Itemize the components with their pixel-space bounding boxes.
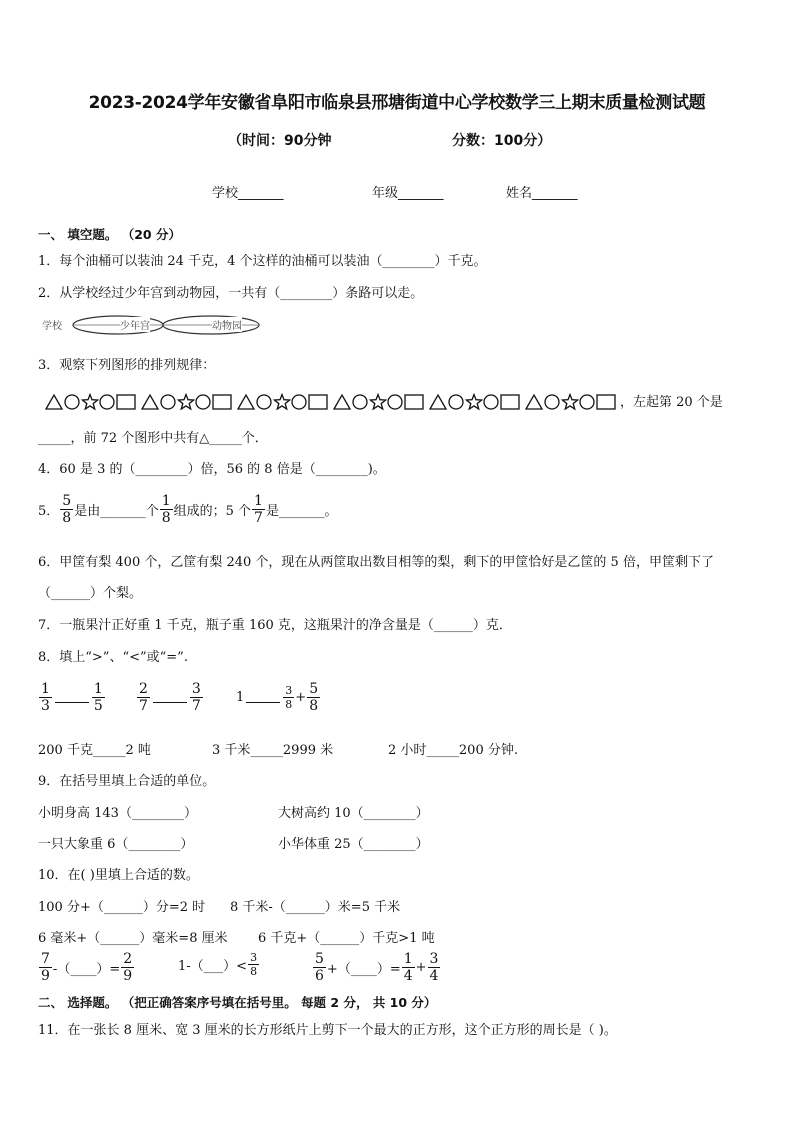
star-shape — [562, 395, 577, 410]
fraction: $\frac{5}{6}$ — [315, 951, 324, 984]
route-diagram — [38, 310, 268, 340]
square-shape — [213, 395, 231, 409]
q5-text-1: 是由_______个 — [74, 504, 159, 519]
q5-number: 5． — [38, 504, 60, 519]
fraction: $\frac{1}{7}$ — [254, 493, 263, 526]
plus-sign: + — [415, 960, 427, 975]
circle-shape — [580, 395, 594, 409]
q8-compare-1 — [38, 682, 106, 713]
circle-shape — [449, 395, 463, 409]
q8-units-3: 2 小时_____200 分钟. — [388, 743, 518, 758]
circle-shape — [196, 395, 210, 409]
fraction: $\frac{5}{8}$ — [62, 493, 72, 526]
fraction: $\frac{7}{9}$ — [41, 951, 50, 984]
triangle-shape — [430, 395, 446, 409]
question-10: 10．在( )里填上合适的数。 — [38, 868, 199, 883]
school-field: 学校_______ — [212, 186, 284, 201]
question-3-tail: ，左起第 20 个是 — [620, 395, 723, 410]
q10-fraction-2 — [178, 952, 260, 977]
fraction: $\frac{1}{8}$ — [161, 493, 171, 526]
star-shape — [274, 395, 289, 410]
grade-field: 年级_______ — [372, 186, 444, 201]
circle-shape — [65, 395, 79, 409]
q9-item-3: 一只大象重 6（________） — [38, 837, 194, 852]
route-palace-label: 少年宫 — [120, 317, 150, 332]
name-field: 姓名_______ — [506, 186, 578, 201]
star-shape — [82, 395, 97, 410]
fraction: $\frac{2}{9}$ — [123, 951, 133, 984]
fraction: $\frac{3}{4}$ — [429, 951, 439, 984]
page-title: 2023-2024学年安徽省阜阳市临泉县邢塘街道中心学校数学三上期末质量检测试题 — [88, 93, 706, 113]
q10-fraction-1 — [38, 952, 135, 983]
question-7: 7．一瓶果汁正好重 1 千克，瓶子重 160 克，这瓶果汁的净含量是（______）克． — [38, 618, 512, 633]
q10-item-4: 6 千克+（______）千克>1 吨 — [258, 931, 435, 946]
q10-item-2: 8 千米-（______）米=5 千米 — [230, 900, 401, 915]
square-shape — [405, 395, 423, 409]
circle-shape — [161, 395, 175, 409]
question-5 — [38, 494, 337, 525]
circle-shape — [545, 395, 559, 409]
triangle-shape — [238, 395, 254, 409]
question-6: 6．甲筐有梨 400 个，乙筐有梨 240 个，现在从两筐取出数目相等的梨，剩下的甲筐恰好是乙筐的 5 倍，甲筐剩下了 — [38, 555, 714, 570]
q9-item-1: 小明身高 143（________） — [38, 806, 197, 821]
blank[interactable] — [55, 692, 89, 703]
question-6-line-2: （______）个梨。 — [38, 586, 143, 601]
circle-shape — [484, 395, 498, 409]
plus-sign: + — [295, 690, 307, 705]
fraction: $\frac{3}{7}$ — [191, 681, 201, 714]
circle-shape — [388, 395, 402, 409]
exam-time: （时间：90分钟 — [228, 133, 332, 149]
square-shape — [597, 395, 615, 409]
fraction: $\frac{5}{8}$ — [309, 681, 319, 714]
triangle-shape — [526, 395, 542, 409]
q10-frac-text: -（____）= — [52, 962, 121, 977]
question-2: 2．从学校经过少年宫到动物园，一共有（________）条路可以走。 — [38, 286, 424, 301]
q8-compare-2 — [136, 682, 204, 713]
circle-shape — [353, 395, 367, 409]
q10-item-3: 6 毫米+（______）毫米=8 厘米 — [38, 931, 228, 946]
route-zoo-label: 动物园 — [212, 317, 242, 332]
question-9: 9．在括号里填上合适的单位。 — [38, 774, 216, 789]
exam-score: 分数：100分） — [452, 133, 552, 149]
q10-fraction-3 — [312, 952, 441, 983]
fraction: $\frac{3}{8}$ — [285, 684, 293, 711]
fraction: $\frac{1}{5}$ — [93, 681, 103, 714]
fraction: $\frac{2}{7}$ — [139, 681, 148, 714]
question-11: 11．在一张长 8 厘米、宽 3 厘米的长方形纸片上剪下一个最大的正方形，这个正方形的周长是（ )。 — [38, 1023, 617, 1038]
square-shape — [309, 395, 327, 409]
blank[interactable] — [246, 692, 280, 703]
q8-units-2: 3 千米_____2999 米 — [212, 743, 334, 758]
q8-whole: 1 — [236, 690, 245, 705]
q10-frac-text: +（____）= — [326, 962, 401, 977]
q10-item-1: 100 分+（______）分=2 时 — [38, 900, 206, 915]
section-1-heading: 一、 填空题。 （20 分） — [38, 227, 181, 242]
q9-item-4: 小华体重 25（________） — [278, 837, 429, 852]
star-shape — [178, 395, 193, 410]
circle-shape — [257, 395, 271, 409]
square-shape — [117, 395, 135, 409]
q9-item-2: 大树高约 10（________） — [278, 806, 429, 821]
shape-sequence — [44, 392, 620, 412]
question-4: 4．60 是 3 的（________）倍，56 的 8 倍是（________)。 — [38, 462, 386, 477]
fraction: $\frac{3}{8}$ — [250, 951, 258, 978]
section-2-heading: 二、 选择题。 （把正确答案序号填在括号里。 每题 2 分， 共 10 分） — [38, 995, 437, 1010]
triangle-shape — [142, 395, 158, 409]
circle-shape — [100, 395, 114, 409]
route-school-label: 学校 — [42, 317, 62, 332]
triangle-shape — [334, 395, 350, 409]
q5-text-2: 组成的；5 个 — [173, 504, 252, 519]
triangle-shape — [46, 395, 62, 409]
circle-shape — [292, 395, 306, 409]
question-3: 3．观察下列图形的排列规律： — [38, 358, 216, 373]
question-3-line-2: _____，前 72 个图形中共有△_____个． — [38, 431, 268, 446]
square-shape — [501, 395, 519, 409]
star-shape — [370, 395, 385, 410]
q5-text-3: 是_______。 — [265, 504, 338, 519]
q10-frac-text: 1-（___）< — [178, 959, 248, 974]
question-1: 1．每个油桶可以装油 24 千克，4 个这样的油桶可以装油（________）千克。 — [38, 254, 487, 269]
blank[interactable] — [153, 692, 187, 703]
q8-units-1: 200 千克_____2 吨 — [38, 743, 151, 758]
q8-compare-3 — [236, 682, 321, 713]
question-8: 8．填上“>”、“<”或“=”. — [38, 650, 188, 665]
star-shape — [466, 395, 481, 410]
fraction: $\frac{1}{3}$ — [41, 681, 50, 714]
fraction: $\frac{1}{4}$ — [403, 951, 413, 984]
